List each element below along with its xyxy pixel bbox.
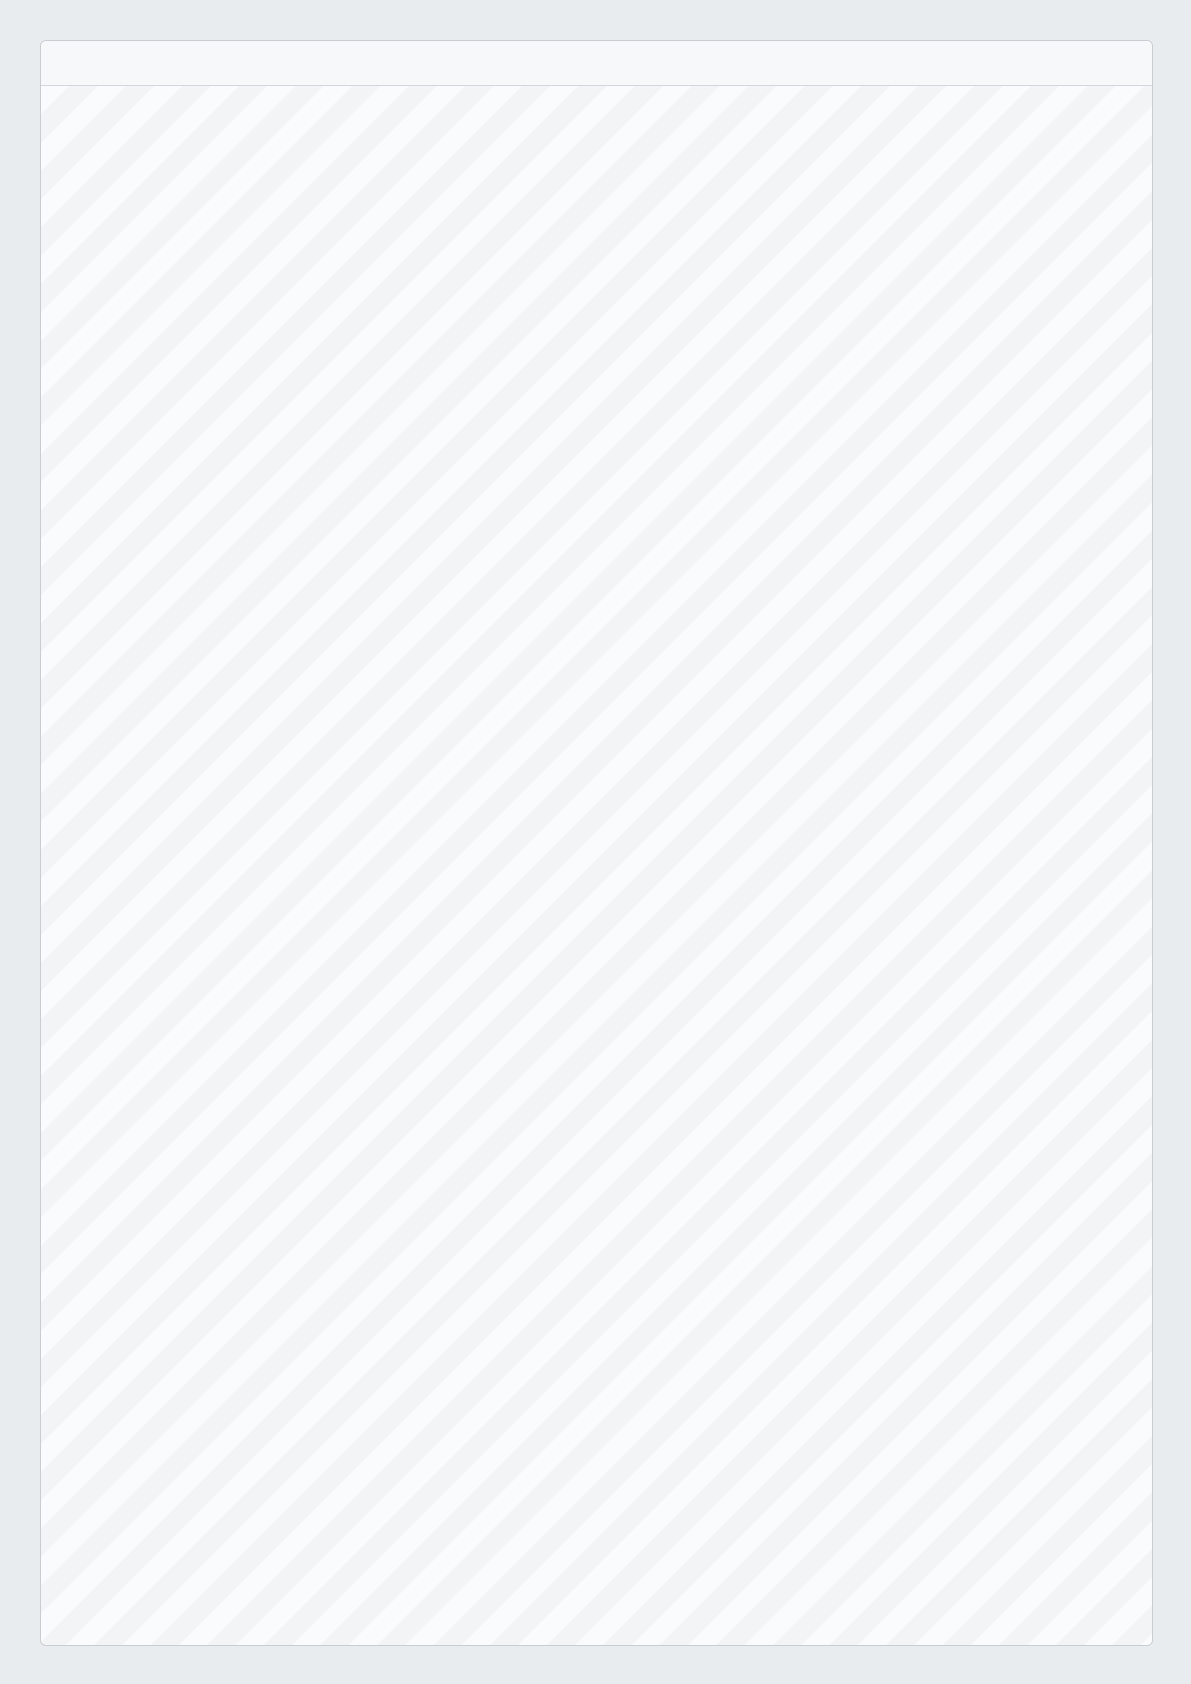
title-bar <box>41 41 1152 86</box>
content-area <box>41 86 1152 1645</box>
app-window <box>40 40 1153 1646</box>
